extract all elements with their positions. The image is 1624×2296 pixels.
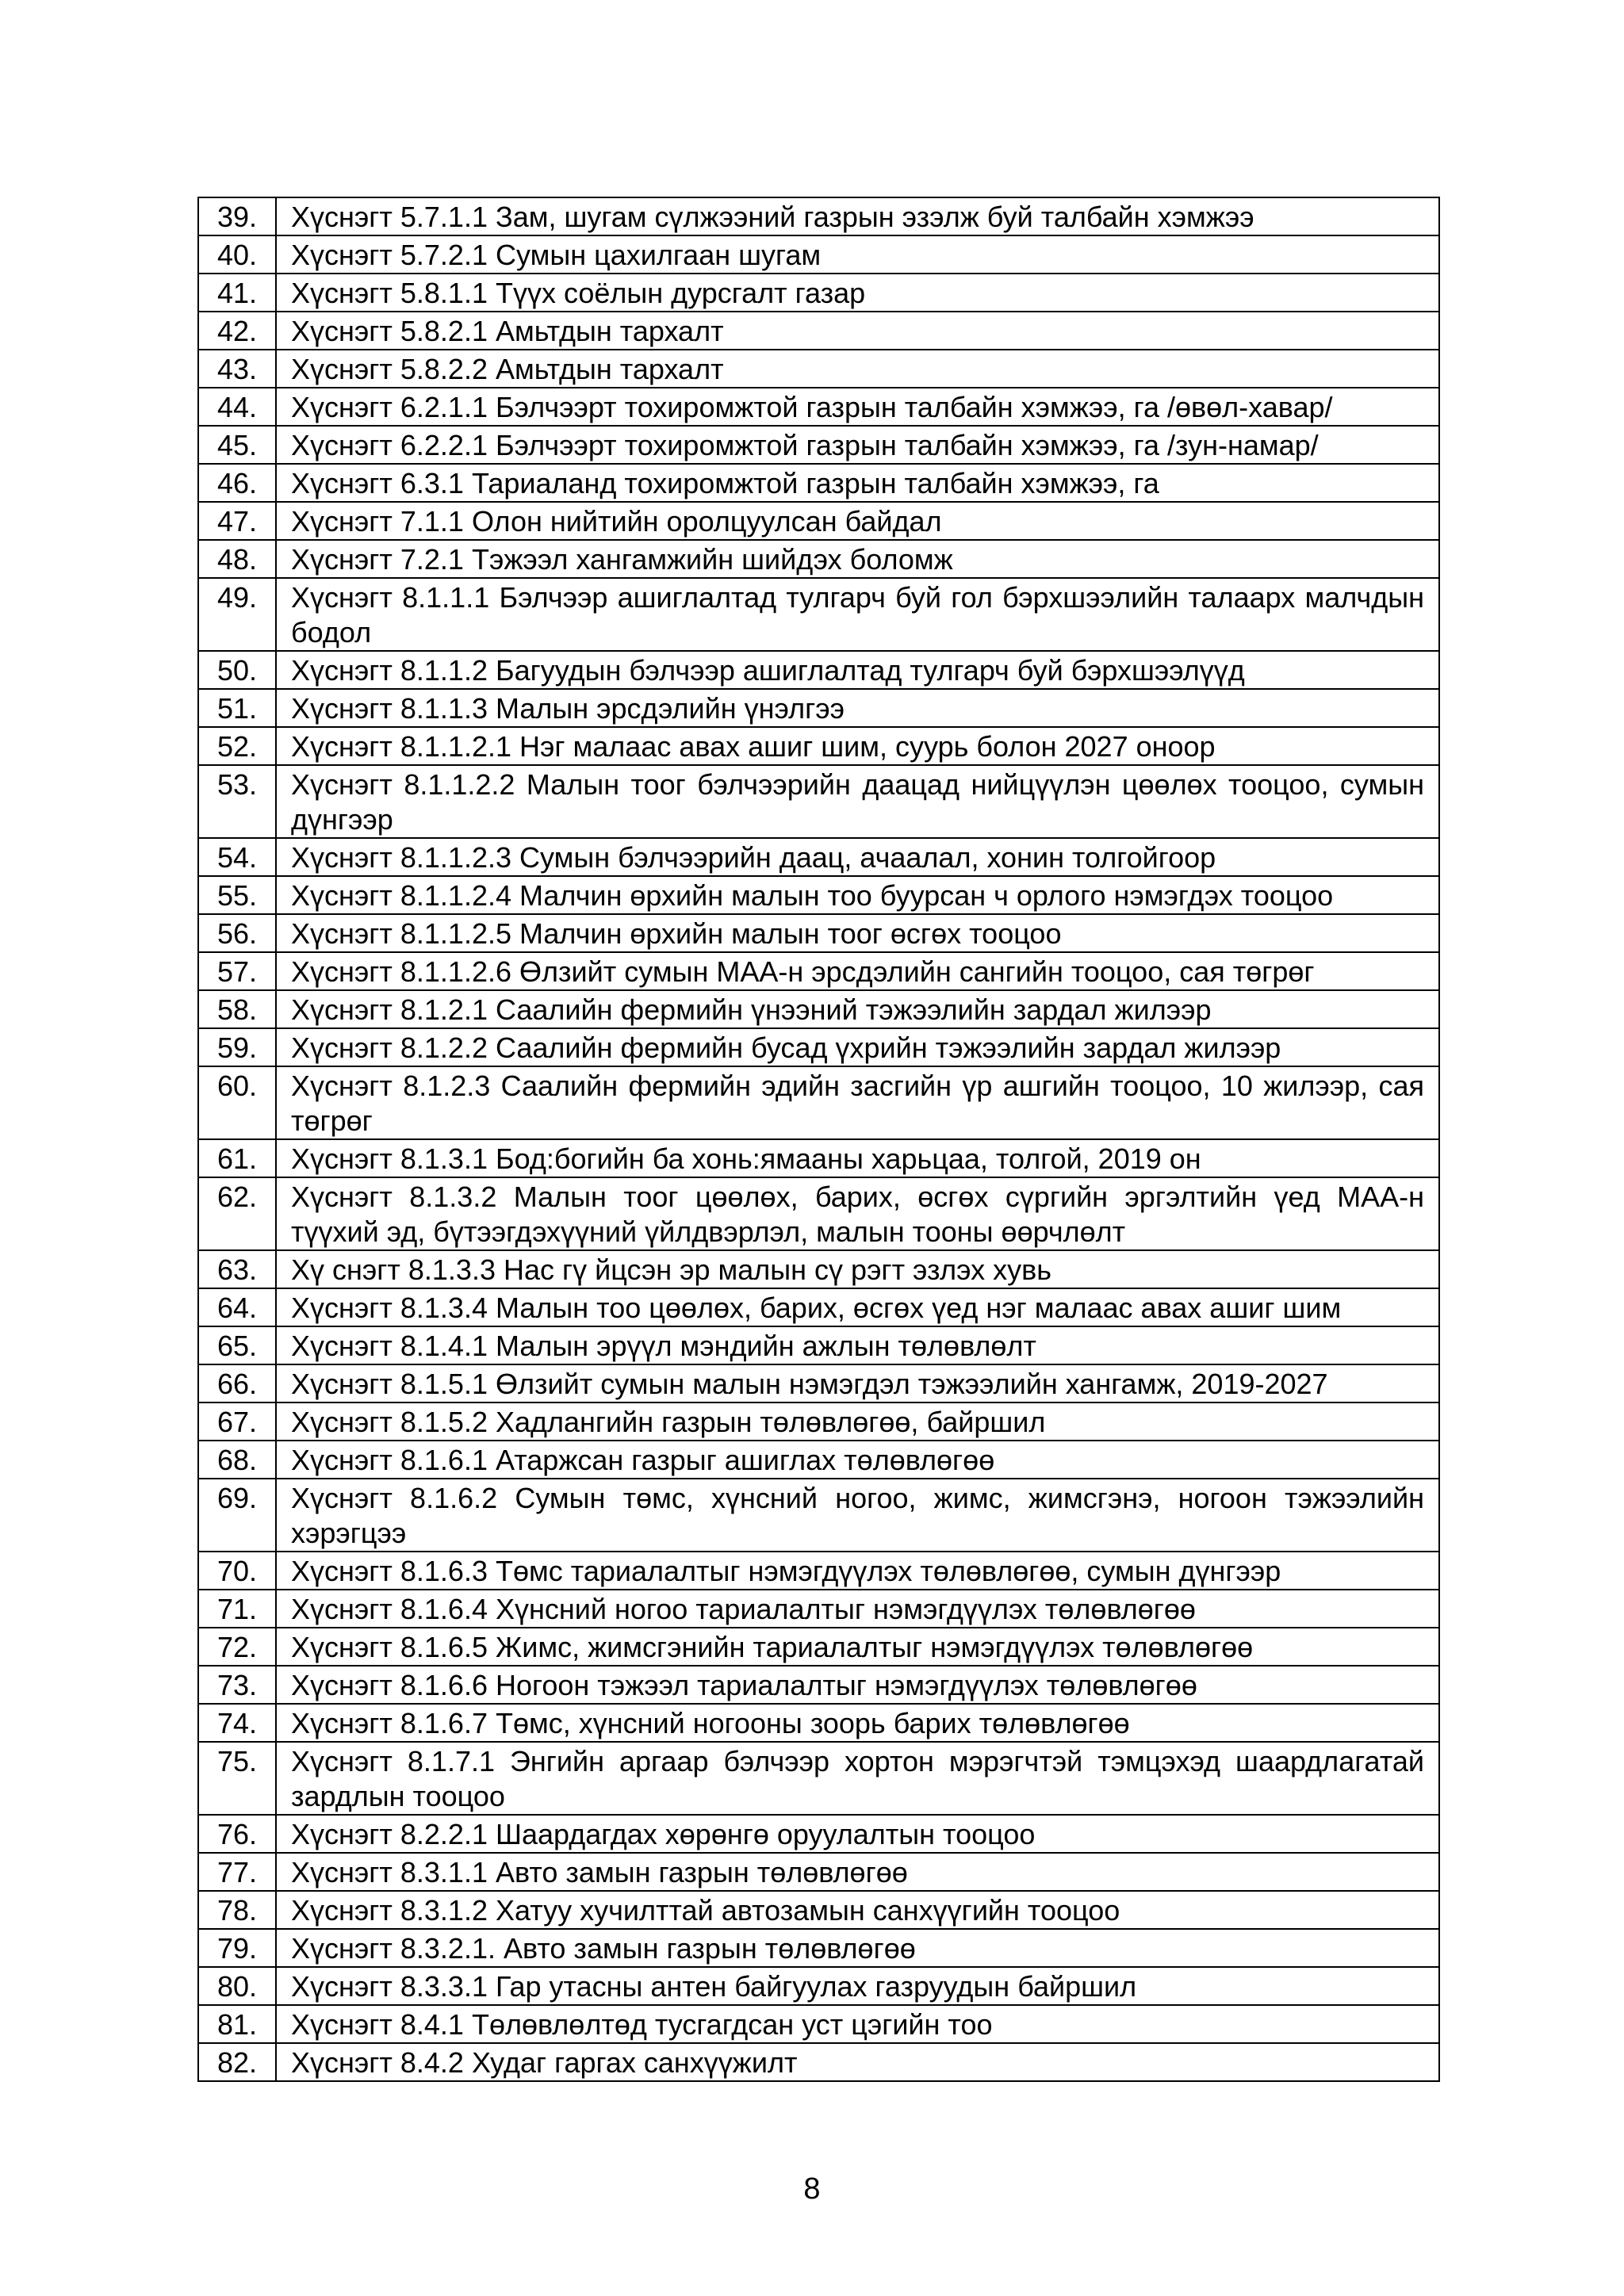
row-number: 65. xyxy=(198,1326,276,1364)
table-row xyxy=(198,1066,1439,1139)
row-title: Хүснэгт 8.1.6.3 Төмс тариалалтыг нэмэгдүүлэх төлөвлөгөө, сумын дүнгээр xyxy=(276,1552,1439,1590)
row-title: Хүснэгт 8.2.2.1 Шаардагдах хөрөнгө оруулалтын тооцоо xyxy=(276,1815,1439,1853)
row-number: 63. xyxy=(198,1250,276,1288)
row-title: Хү снэгт 8.1.3.3 Нас гү йцсэн эр малын сү рэгт эзлэх хувь xyxy=(276,1250,1439,1288)
row-number: 73. xyxy=(198,1666,276,1704)
table-row xyxy=(198,426,1439,464)
row-number: 81. xyxy=(198,2005,276,2043)
table-row xyxy=(198,1177,1439,1250)
row-number: 66. xyxy=(198,1364,276,1402)
row-number: 69. xyxy=(198,1479,276,1552)
row-title: Хүснэгт 8.1.1.1 Бэлчээр ашиглалтад тулгарч буй гол бэрхшээлийн талаарх малчдын бодол xyxy=(276,578,1439,651)
row-title: Хүснэгт 8.1.1.2.3 Сумын бэлчээрийн даац, ачаалал, хонин толгойгоор xyxy=(276,838,1439,876)
table-row xyxy=(198,502,1439,540)
table-row xyxy=(198,1441,1439,1479)
row-number: 48. xyxy=(198,540,276,578)
table-row xyxy=(198,350,1439,388)
table-list-body xyxy=(198,197,1439,2081)
table-row xyxy=(198,1364,1439,1402)
table-row xyxy=(198,312,1439,350)
row-title: Хүснэгт 5.8.2.1 Амьтдын тархалт xyxy=(276,312,1439,350)
row-number: 68. xyxy=(198,1441,276,1479)
row-number: 60. xyxy=(198,1066,276,1139)
table-row xyxy=(198,689,1439,727)
row-title: Хүснэгт 6.3.1 Тариаланд тохиромжтой газрын талбайн хэмжээ, га xyxy=(276,464,1439,502)
row-number: 42. xyxy=(198,312,276,350)
row-title: Хүснэгт 8.1.6.4 Хүнсний ногоо тариалалтыг нэмэгдүүлэх төлөвлөгөө xyxy=(276,1590,1439,1628)
row-title: Хүснэгт 8.3.1.2 Хатуу хучилттай автозамын санхүүгийн тооцоо xyxy=(276,1891,1439,1929)
row-number: 56. xyxy=(198,914,276,952)
row-title: Хүснэгт 8.1.1.3 Малын эрсдэлийн үнэлгээ xyxy=(276,689,1439,727)
row-title: Хүснэгт 8.1.3.1 Бод:богийн ба хонь:ямааны харьцаа, толгой, 2019 он xyxy=(276,1139,1439,1177)
table-row xyxy=(198,1552,1439,1590)
row-title: Хүснэгт 8.1.1.2.4 Малчин өрхийн малын тоо буурсан ч орлого нэмэгдэх тооцоо xyxy=(276,876,1439,914)
row-number: 77. xyxy=(198,1853,276,1891)
table-row xyxy=(198,1628,1439,1666)
row-number: 64. xyxy=(198,1288,276,1326)
row-number: 44. xyxy=(198,388,276,426)
row-number: 40. xyxy=(198,235,276,274)
table-row xyxy=(198,1402,1439,1441)
table-row xyxy=(198,1326,1439,1364)
row-number: 71. xyxy=(198,1590,276,1628)
row-title: Хүснэгт 5.7.2.1 Сумын цахилгаан шугам xyxy=(276,235,1439,274)
row-title: Хүснэгт 8.3.3.1 Гар утасны антен байгуулах газруудын байршил xyxy=(276,1967,1439,2005)
table-row xyxy=(198,1929,1439,1967)
row-number: 57. xyxy=(198,952,276,990)
row-title: Хүснэгт 8.4.2 Худаг гаргах санхүүжилт xyxy=(276,2043,1439,2081)
table-row xyxy=(198,990,1439,1028)
row-number: 78. xyxy=(198,1891,276,1929)
page-number: 8 xyxy=(803,2172,821,2206)
table-row xyxy=(198,274,1439,312)
table-row xyxy=(198,1288,1439,1326)
row-title: Хүснэгт 8.1.6.6 Ногоон тэжээл тариалалтыг нэмэгдүүлэх төлөвлөгөө xyxy=(276,1666,1439,1704)
row-number: 79. xyxy=(198,1929,276,1967)
row-title: Хүснэгт 8.1.1.2 Багуудын бэлчээр ашиглалтад тулгарч буй бэрхшээлүүд xyxy=(276,651,1439,689)
table-list xyxy=(197,197,1440,2082)
row-number: 53. xyxy=(198,765,276,838)
table-row xyxy=(198,765,1439,838)
table-row xyxy=(198,2005,1439,2043)
row-number: 61. xyxy=(198,1139,276,1177)
row-title: Хүснэгт 8.1.1.2.6 Өлзийт сумын МАА-н эрсдэлийн сангийн тооцоо, сая төгрөг xyxy=(276,952,1439,990)
table-row xyxy=(198,235,1439,274)
table-row xyxy=(198,1479,1439,1552)
row-number: 58. xyxy=(198,990,276,1028)
row-title: Хүснэгт 5.8.1.1 Түүх соёлын дурсгалт газар xyxy=(276,274,1439,312)
row-title: Хүснэгт 6.2.2.1 Бэлчээрт тохиромжтой газрын талбайн хэмжээ, га /зун-намар/ xyxy=(276,426,1439,464)
table-row xyxy=(198,727,1439,765)
row-number: 80. xyxy=(198,1967,276,2005)
row-title: Хүснэгт 8.1.1.2.2 Малын тоог бэлчээрийн даацад нийцүүлэн цөөлөх тооцоо, сумын дүнгээр xyxy=(276,765,1439,838)
table-row xyxy=(198,464,1439,502)
table-row xyxy=(198,1704,1439,1742)
row-number: 59. xyxy=(198,1028,276,1066)
row-title: Хүснэгт 6.2.1.1 Бэлчээрт тохиромжтой газрын талбайн хэмжээ, га /өвөл-хавар/ xyxy=(276,388,1439,426)
row-title: Хүснэгт 8.1.2.3 Саалийн фермийн эдийн засгийн үр ашгийн тооцоо, 10 жилээр, сая төгрөг xyxy=(276,1066,1439,1139)
row-title: Хүснэгт 8.1.1.2.1 Нэг малаас авах ашиг шим, суурь болон 2027 оноор xyxy=(276,727,1439,765)
row-number: 46. xyxy=(198,464,276,502)
table-row xyxy=(198,914,1439,952)
row-title: Хүснэгт 8.1.6.7 Төмс, хүнсний ногооны зоорь барих төлөвлөгөө xyxy=(276,1704,1439,1742)
table-row xyxy=(198,578,1439,651)
row-number: 76. xyxy=(198,1815,276,1853)
row-title: Хүснэгт 8.1.1.2.5 Малчин өрхийн малын тоог өсгөх тооцоо xyxy=(276,914,1439,952)
row-number: 52. xyxy=(198,727,276,765)
row-number: 49. xyxy=(198,578,276,651)
table-row xyxy=(198,1891,1439,1929)
row-title: Хүснэгт 8.1.3.4 Малын тоо цөөлөх, барих, өсгөх үед нэг малаас авах ашиг шим xyxy=(276,1288,1439,1326)
row-title: Хүснэгт 8.3.2.1. Авто замын газрын төлөвлөгөө xyxy=(276,1929,1439,1967)
row-title: Хүснэгт 8.1.5.1 Өлзийт сумын малын нэмэгдэл тэжээлийн хангамж, 2019-2027 xyxy=(276,1364,1439,1402)
table-row xyxy=(198,876,1439,914)
row-title: Хүснэгт 8.1.7.1 Энгийн аргаар бэлчээр хортон мэрэгчтэй тэмцэхэд шаардлагатай зардлын тооцоо xyxy=(276,1742,1439,1815)
row-title: Хүснэгт 5.8.2.2 Амьтдын тархалт xyxy=(276,350,1439,388)
table-row xyxy=(198,1853,1439,1891)
table-row xyxy=(198,197,1439,235)
row-title: Хүснэгт 8.1.2.2 Саалийн фермийн бусад үхрийн тэжээлийн зардал жилээр xyxy=(276,1028,1439,1066)
row-title: Хүснэгт 8.1.6.5 Жимс, жимсгэнийн тариалалтыг нэмэгдүүлэх төлөвлөгөө xyxy=(276,1628,1439,1666)
row-title: Хүснэгт 7.1.1 Олон нийтийн оролцуулсан байдал xyxy=(276,502,1439,540)
row-number: 43. xyxy=(198,350,276,388)
table-row xyxy=(198,1967,1439,2005)
row-title: Хүснэгт 8.1.5.2 Хадлангийн газрын төлөвлөгөө, байршил xyxy=(276,1402,1439,1441)
row-title: Хүснэгт 8.1.6.1 Атаржсан газрыг ашиглах төлөвлөгөө xyxy=(276,1441,1439,1479)
table-row xyxy=(198,1139,1439,1177)
row-title: Хүснэгт 8.1.6.2 Сумын төмс, хүнсний ногоо, жимс, жимсгэнэ, ногоон тэжээлийн хэрэгцээ xyxy=(276,1479,1439,1552)
row-number: 74. xyxy=(198,1704,276,1742)
row-number: 62. xyxy=(198,1177,276,1250)
table-row xyxy=(198,651,1439,689)
row-title: Хүснэгт 8.4.1 Төлөвлөлтөд тусгагдсан уст цэгийн тоо xyxy=(276,2005,1439,2043)
row-title: Хүснэгт 5.7.1.1 Зам, шугам сүлжээний газрын эзэлж буй талбайн хэмжээ xyxy=(276,197,1439,235)
row-title: Хүснэгт 8.1.2.1 Саалийн фермийн үнээний тэжээлийн зардал жилээр xyxy=(276,990,1439,1028)
row-number: 47. xyxy=(198,502,276,540)
table-row xyxy=(198,1742,1439,1815)
table-row xyxy=(198,2043,1439,2081)
row-number: 75. xyxy=(198,1742,276,1815)
table-row xyxy=(198,1250,1439,1288)
table-row xyxy=(198,388,1439,426)
table-row xyxy=(198,540,1439,578)
row-title: Хүснэгт 8.3.1.1 Авто замын газрын төлөвлөгөө xyxy=(276,1853,1439,1891)
table-row xyxy=(198,952,1439,990)
row-title: Хүснэгт 8.1.3.2 Малын тоог цөөлөх, барих, өсгөх сүргийн эргэлтийн үед МАА-н түүхий эд, бүтээгдэхүүний үйлдвэрлэл, малын тооны өөрчлөлт xyxy=(276,1177,1439,1250)
row-number: 55. xyxy=(198,876,276,914)
row-title: Хүснэгт 7.2.1 Тэжээл хангамжийн шийдэх боломж xyxy=(276,540,1439,578)
table-row xyxy=(198,1028,1439,1066)
table-row xyxy=(198,1590,1439,1628)
table-row xyxy=(198,838,1439,876)
row-number: 51. xyxy=(198,689,276,727)
row-number: 41. xyxy=(198,274,276,312)
row-number: 39. xyxy=(198,197,276,235)
row-number: 67. xyxy=(198,1402,276,1441)
table-row xyxy=(198,1666,1439,1704)
row-number: 82. xyxy=(198,2043,276,2081)
row-number: 54. xyxy=(198,838,276,876)
table-row xyxy=(198,1815,1439,1853)
row-number: 45. xyxy=(198,426,276,464)
row-number: 72. xyxy=(198,1628,276,1666)
row-number: 50. xyxy=(198,651,276,689)
row-number: 70. xyxy=(198,1552,276,1590)
row-title: Хүснэгт 8.1.4.1 Малын эрүүл мэндийн ажлын төлөвлөлт xyxy=(276,1326,1439,1364)
